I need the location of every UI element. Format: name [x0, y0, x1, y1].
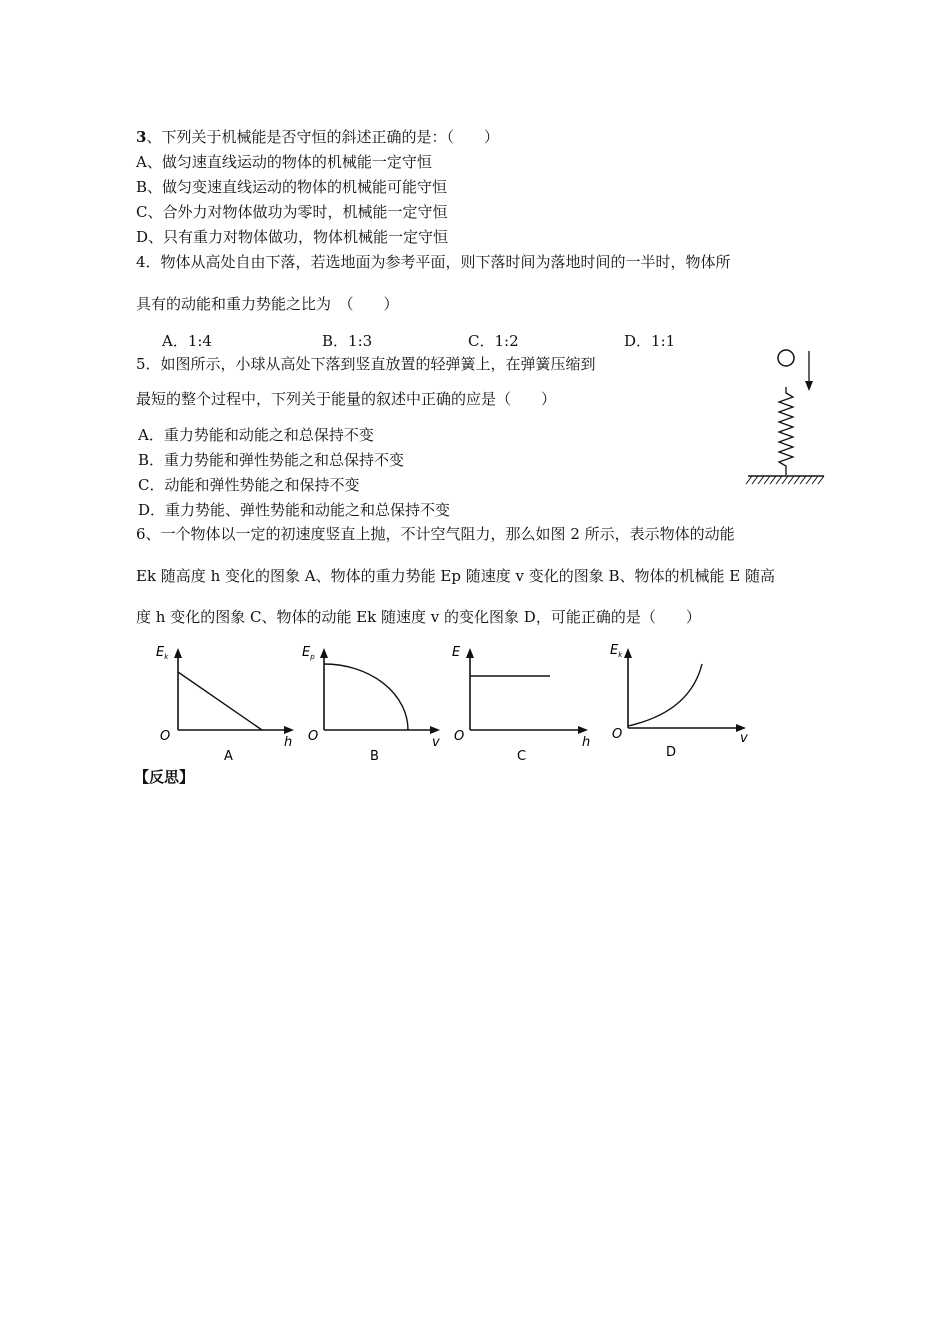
q5-line2: 最短的整个过程中，下列关于能量的叙述中正确的应是（ ） — [136, 390, 557, 408]
graph-a-origin: O — [160, 729, 171, 744]
graph-c-y-label: E — [452, 645, 461, 660]
reflection-heading: 【反思】 — [134, 768, 195, 786]
q6-line3: 度 h 变化的图象 C、物体的动能 Ek 随速度 v 的变化图象 D，可能正确的是（ ） — [136, 608, 701, 626]
graph-a-curve — [178, 672, 262, 730]
graph-a — [156, 645, 294, 764]
graph-d-origin: O — [612, 727, 623, 742]
q5-line1: 5．如图所示，小球从高处下落到竖直放置的轻弹簧上，在弹簧压缩到 — [136, 355, 596, 373]
q4-line1: 4．物体从高处自由下落，若选地面为参考平面，则下落时间为落地时间的一半时，物体所 — [136, 253, 731, 271]
graph-a-y-arrow-icon — [174, 648, 182, 658]
q5-option-c: C．动能和弹性势能之和保持不变 — [138, 476, 360, 494]
q5-option-b: B．重力势能和弹性势能之和总保持不变 — [138, 451, 405, 469]
graphs-figure — [150, 640, 760, 770]
graph-b-x-arrow-icon — [430, 726, 440, 734]
q5-option-a: A．重力势能和动能之和总保持不变 — [138, 426, 374, 444]
arrow-down-icon — [805, 381, 813, 391]
graph-b-origin: O — [308, 729, 319, 744]
spring — [779, 387, 793, 475]
graph-b-caption: B — [370, 749, 379, 764]
q6-line2: Ek 随高度 h 变化的图象 A、物体的重力势能 Ep 随速度 v 变化的图象 B、物体的机械能 E 随高 — [136, 567, 775, 585]
graph-a-caption: A — [224, 749, 233, 764]
graph-d-curve — [628, 664, 702, 726]
graph-d-y-label: $E_k$ — [610, 643, 623, 659]
graph-b-curve — [324, 664, 408, 730]
graph-d-x-label: v — [740, 731, 748, 746]
q3-option-c: C、合外力对物体做功为零时，机械能一定守恒 — [136, 203, 448, 221]
graph-c-y-arrow-icon — [466, 648, 474, 658]
spring-ball-diagram — [740, 345, 830, 495]
ball — [778, 350, 794, 366]
q4-option-b: B．1:3 — [322, 332, 373, 350]
q4-option-a: A．1:4 — [162, 332, 212, 350]
graph-c-x-label: h — [582, 735, 591, 750]
q3-option-b: B、做匀变速直线运动的物体的机械能可能守恒 — [136, 178, 448, 196]
graph-d — [610, 643, 748, 760]
graph-a-x-label: h — [284, 735, 293, 750]
q3-number: 3 — [136, 128, 147, 146]
graph-b-x-label: v — [432, 735, 440, 750]
q5-option-d: D．重力势能、弹性势能和动能之和总保持不变 — [138, 501, 451, 519]
graph-b-y-label: $E_p$ — [302, 645, 315, 661]
graph-d-y-arrow-icon — [624, 648, 632, 658]
q3-stem-text: 、下列关于机械能是否守恒的斜述正确的是：（ ） — [146, 128, 499, 146]
graph-d-caption: D — [666, 745, 677, 760]
q6-line1: 6、一个物体以一定的初速度竖直上抛，不计空气阻力，那么如图 2 所示，表示物体的动能 — [136, 525, 735, 543]
graph-b-y-arrow-icon — [320, 648, 328, 658]
q3-option-a: A、做匀速直线运动的物体的机械能一定守恒 — [136, 153, 432, 171]
graph-a-y-label: $E_k$ — [156, 645, 169, 661]
q3-stem — [136, 128, 499, 146]
ground-hatch — [746, 476, 824, 484]
q4-option-c: C．1:2 — [468, 332, 519, 350]
graph-a-x-arrow-icon — [284, 726, 294, 734]
graph-b — [302, 645, 440, 764]
graph-c-caption: C — [517, 749, 527, 764]
graph-c-origin: O — [454, 729, 465, 744]
graph-c-x-arrow-icon — [578, 726, 588, 734]
q3-option-d: D、只有重力对物体做功，物体机械能一定守恒 — [136, 228, 449, 246]
graph-c — [452, 645, 590, 764]
q4-line2: 具有的动能和重力势能之比为 （ ） — [136, 295, 399, 313]
q4-option-d: D．1:1 — [624, 332, 676, 350]
